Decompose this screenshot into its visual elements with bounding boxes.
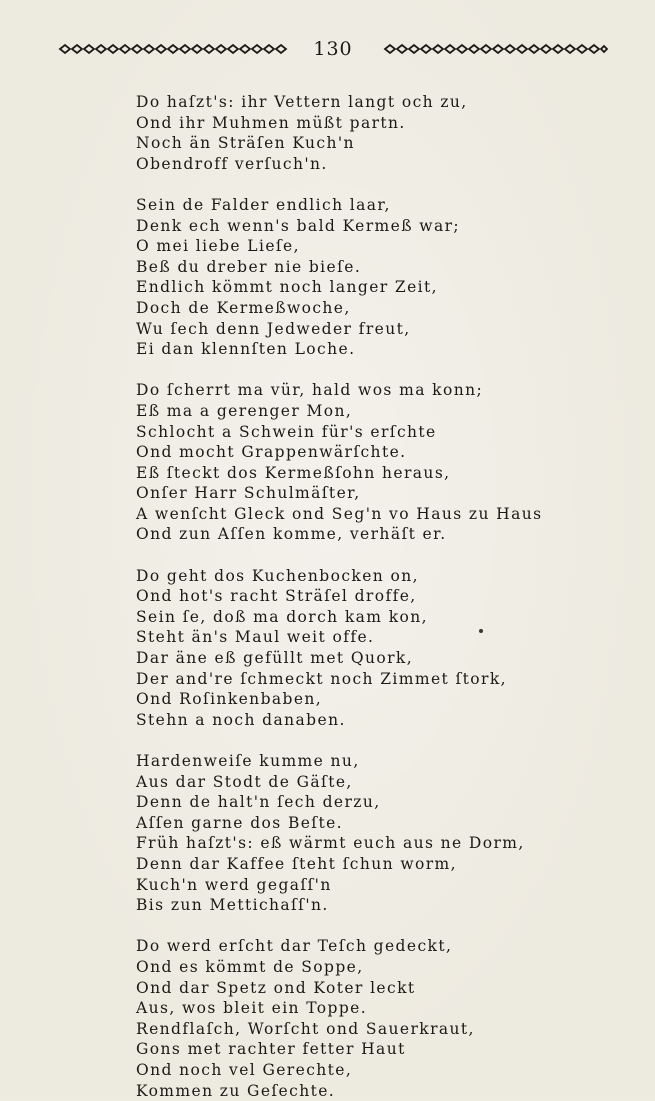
- page-number: 130: [303, 38, 363, 60]
- verse-line: Kommen zu Geſechte.: [136, 1081, 536, 1101]
- verse-line: Aſſen garne dos Beſte.: [136, 813, 536, 834]
- ornament-right: [373, 42, 608, 56]
- verse-line: Wu ſech denn Jedweder freut,: [136, 319, 536, 340]
- stanza-6: [136, 936, 536, 1101]
- verse-line: Ond dar Spetz ond Koter leckt: [136, 978, 536, 999]
- stanza-4: [136, 566, 536, 731]
- verse-line: Bis zun Mettichaſſ'n.: [136, 895, 536, 916]
- verse-line: Hardenweiſe kumme nu,: [136, 751, 536, 772]
- verse-line: Do ſcherrt ma vür, hald wos ma konn;: [136, 380, 536, 401]
- verse-line: Sein ſe, doß ma dorch kam kon,: [136, 607, 536, 628]
- verse-line: Ond es kömmt de Soppe,: [136, 957, 536, 978]
- verse-line: Ond Roſinkenbaben,: [136, 689, 536, 710]
- verse-line: Onſer Harr Schulmäſter,: [136, 483, 536, 504]
- verse-line: Eß ma a gerenger Mon,: [136, 401, 536, 422]
- stanza-5: [136, 751, 536, 916]
- verse-line: Do haſzt's: ihr Vettern langt och zu,: [136, 92, 536, 113]
- verse-line: Kuch'n werd gegaſſ'n: [136, 875, 536, 896]
- stanza-gap: [136, 360, 536, 381]
- verse-line: Sein de Falder endlich laar,: [136, 195, 536, 216]
- verse-line: Ei dan klennſten Loche.: [136, 339, 536, 360]
- verse-line: Endlich kömmt noch langer Zeit,: [136, 277, 536, 298]
- verse-line: Ond mocht Grappenwärſchte.: [136, 442, 536, 463]
- stanza-gap: [136, 916, 536, 937]
- ornament-left: [58, 42, 293, 56]
- verse-line: Gons met rachter fetter Haut: [136, 1039, 536, 1060]
- verse-line: Ond hot's racht Sträſel droffe,: [136, 586, 536, 607]
- verse-line: Steht än's Maul weit offe.: [136, 627, 536, 648]
- stanza-2: [136, 195, 536, 360]
- verse-line: Denk ech wenn's bald Kermeß war;: [136, 216, 536, 237]
- stanza-1: [136, 92, 536, 174]
- verse-line: Doch de Kermeßwoche,: [136, 298, 536, 319]
- verse-line: Do werd erſcht dar Teſch gedeckt,: [136, 936, 536, 957]
- ink-speck: [479, 629, 483, 633]
- stanza-gap: [136, 545, 536, 566]
- verse-line: Do geht dos Kuchenbocken on,: [136, 566, 536, 587]
- verse-line: Rendflaſch, Worſcht ond Sauerkraut,: [136, 1019, 536, 1040]
- verse-line: Ond noch vel Gerechte,: [136, 1060, 536, 1081]
- verse-line: Denn dar Kaffee ſteht ſchun worm,: [136, 854, 536, 875]
- poem-body: [136, 92, 536, 1101]
- verse-line: Ond zun Aſſen komme, verhäſt er.: [136, 524, 536, 545]
- stanza-3: [136, 380, 536, 545]
- verse-line: A wenſcht Gleck ond Seg'n vo Haus zu Haus: [136, 504, 536, 525]
- verse-line: Früh haſzt's: eß wärmt euch aus ne Dorm,: [136, 833, 536, 854]
- verse-line: Aus, wos bleit ein Toppe.: [136, 998, 536, 1019]
- verse-line: Stehn a noch danaben.: [136, 710, 536, 731]
- verse-line: Eß ſteckt dos Kermeßſohn heraus,: [136, 463, 536, 484]
- verse-line: Noch än Sträſen Kuch'n: [136, 133, 536, 154]
- verse-line: Obendroff verſuch'n.: [136, 154, 536, 175]
- verse-line: O mei liebe Lieſe,: [136, 236, 536, 257]
- stanza-gap: [136, 174, 536, 195]
- verse-line: Denn de halt'n ſech derzu,: [136, 792, 536, 813]
- stanza-gap: [136, 730, 536, 751]
- verse-line: Der and're ſchmeckt noch Zimmet ſtork,: [136, 669, 536, 690]
- verse-line: Aus dar Stodt de Gäſte,: [136, 772, 536, 793]
- page-header: [58, 36, 608, 62]
- verse-line: Ond ihr Muhmen müßt partn.: [136, 113, 536, 134]
- verse-line: Beß du dreber nie bieſe.: [136, 257, 536, 278]
- verse-line: Dar äne eß gefüllt met Quork,: [136, 648, 536, 669]
- verse-line: Schlocht a Schwein für's erſchte: [136, 422, 536, 443]
